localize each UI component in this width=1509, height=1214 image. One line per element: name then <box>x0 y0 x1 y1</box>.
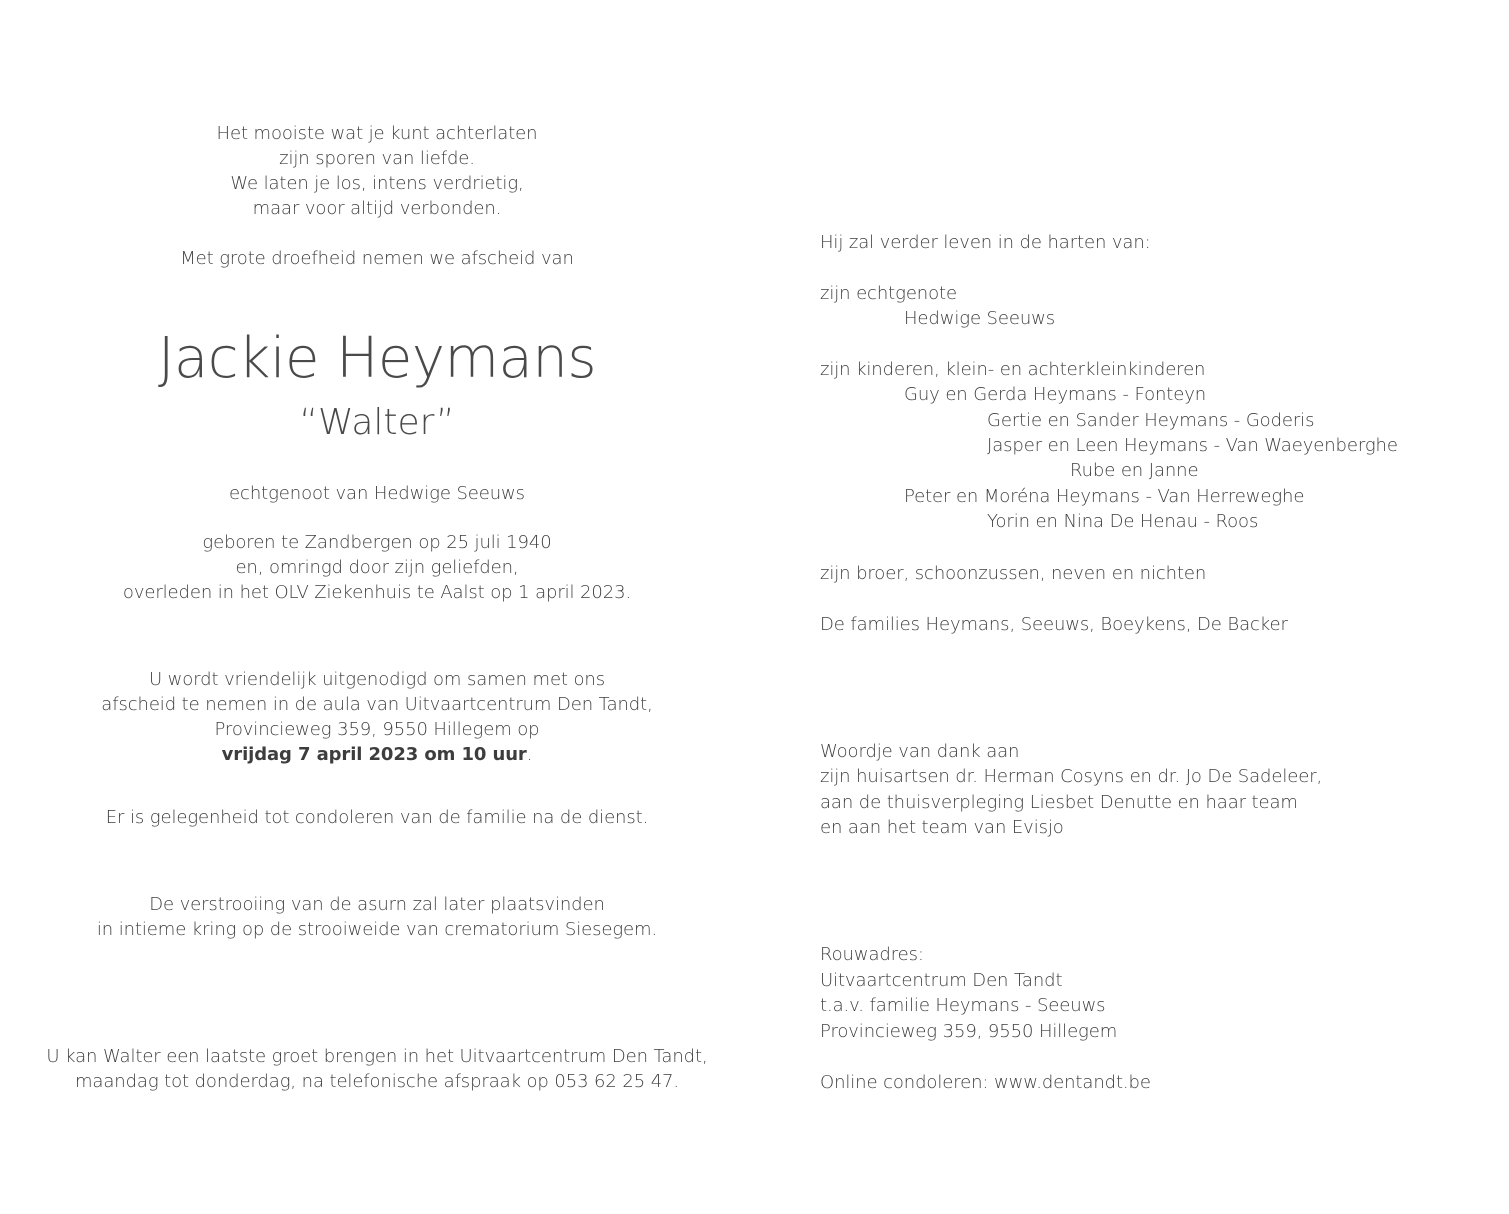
online-condolence: Online condoleren: www.dentandt.be <box>820 1072 1151 1093</box>
scattering-line: De verstrooiing van de asurn zal later plaatsvinden <box>149 894 605 915</box>
siblings-text: zijn broer, schoonzussen, neven en nichten <box>820 563 1207 584</box>
child-line: Peter en Moréna Heymans - Van Herreweghe <box>904 486 1305 507</box>
condolence-text: Er is gelegenheid tot condoleren van de familie na de dienst. <box>105 807 649 828</box>
poem-line: maar voor altijd verbonden. <box>252 198 502 219</box>
spouse-label: zijn echtgenote <box>820 283 957 304</box>
right-panel <box>820 0 1500 1214</box>
spouse-name: Hedwige Seeuws <box>904 308 1056 329</box>
invitation-line: Provincieweg 359, 9550 Hillegem op <box>214 719 540 740</box>
child-line: Guy en Gerda Heymans - Fonteyn <box>904 384 1207 405</box>
scattering-line: in intieme kring op de strooiweide van crematorium Siesegem. <box>96 919 658 940</box>
grandchild-line: Gertie en Sander Heymans - Goderis <box>987 410 1315 431</box>
service-date-suffix: . <box>526 744 533 765</box>
great-grandchild-line: Rube en Janne <box>1070 460 1199 481</box>
birth-line: overleden in het OLV Ziekenhuis te Aalst op 1 april 2023. <box>122 582 632 603</box>
children-label: zijn kinderen, klein- en achterkleinkinderen <box>820 359 1206 380</box>
intro-text: Met grote droefheid nemen we afscheid van <box>180 248 574 269</box>
spouse-text: echtgenoot van Hedwige Seeuws <box>229 483 525 504</box>
visit-line: maandag tot donderdag, na telefonische afspraak op 053 62 25 47. <box>74 1071 680 1092</box>
address-line: Provincieweg 359, 9550 Hillegem <box>820 1021 1118 1042</box>
service-date <box>0 742 754 767</box>
thanks-line: Woordje van dank aan <box>820 741 1020 762</box>
thanks-line: en aan het team van Evisjo <box>820 817 1064 838</box>
poem-line: zijn sporen van liefde. <box>279 148 475 169</box>
invitation-line: afscheid te nemen in de aula van Uitvaartcentrum Den Tandt, <box>101 694 653 715</box>
grandchild-line: Yorin en Nina De Henau - Roos <box>987 511 1259 532</box>
visit-line: U kan Walter een laatste groet brengen in het Uitvaartcentrum Den Tandt, <box>46 1046 708 1067</box>
poem-line: Het mooiste wat je kunt achterlaten <box>216 123 538 144</box>
address-line: Uitvaartcentrum Den Tandt <box>820 970 1063 991</box>
deceased-nickname: “Walter” <box>299 402 455 443</box>
thanks-line: aan de thuisverpleging Liesbet Denutte en haar team <box>820 792 1298 813</box>
invitation-line: U wordt vriendelijk uitgenodigd om samen met ons <box>148 669 606 690</box>
service-date-bold: vrijdag 7 april 2023 om 10 uur <box>221 744 527 765</box>
grandchild-line: Jasper en Leen Heymans - Van Waeyenberghe <box>987 435 1398 456</box>
survivors-heading: Hij zal verder leven in de harten van: <box>820 232 1151 253</box>
poem-line: We laten je los, intens verdrietig, <box>230 173 524 194</box>
address-line: t.a.v. familie Heymans - Seeuws <box>820 995 1106 1016</box>
left-panel <box>0 0 754 1214</box>
families-text: De families Heymans, Seeuws, Boeykens, De Backer <box>820 614 1288 635</box>
thanks-line: zijn huisartsen dr. Herman Cosyns en dr. Jo De Sadeleer, <box>820 766 1323 787</box>
birth-line: en, omringd door zijn geliefden, <box>235 557 519 578</box>
deceased-name: Jackie Heymans <box>157 326 597 391</box>
birth-line: geboren te Zandbergen op 25 juli 1940 <box>202 532 552 553</box>
address-line: Rouwadres: <box>820 944 924 965</box>
